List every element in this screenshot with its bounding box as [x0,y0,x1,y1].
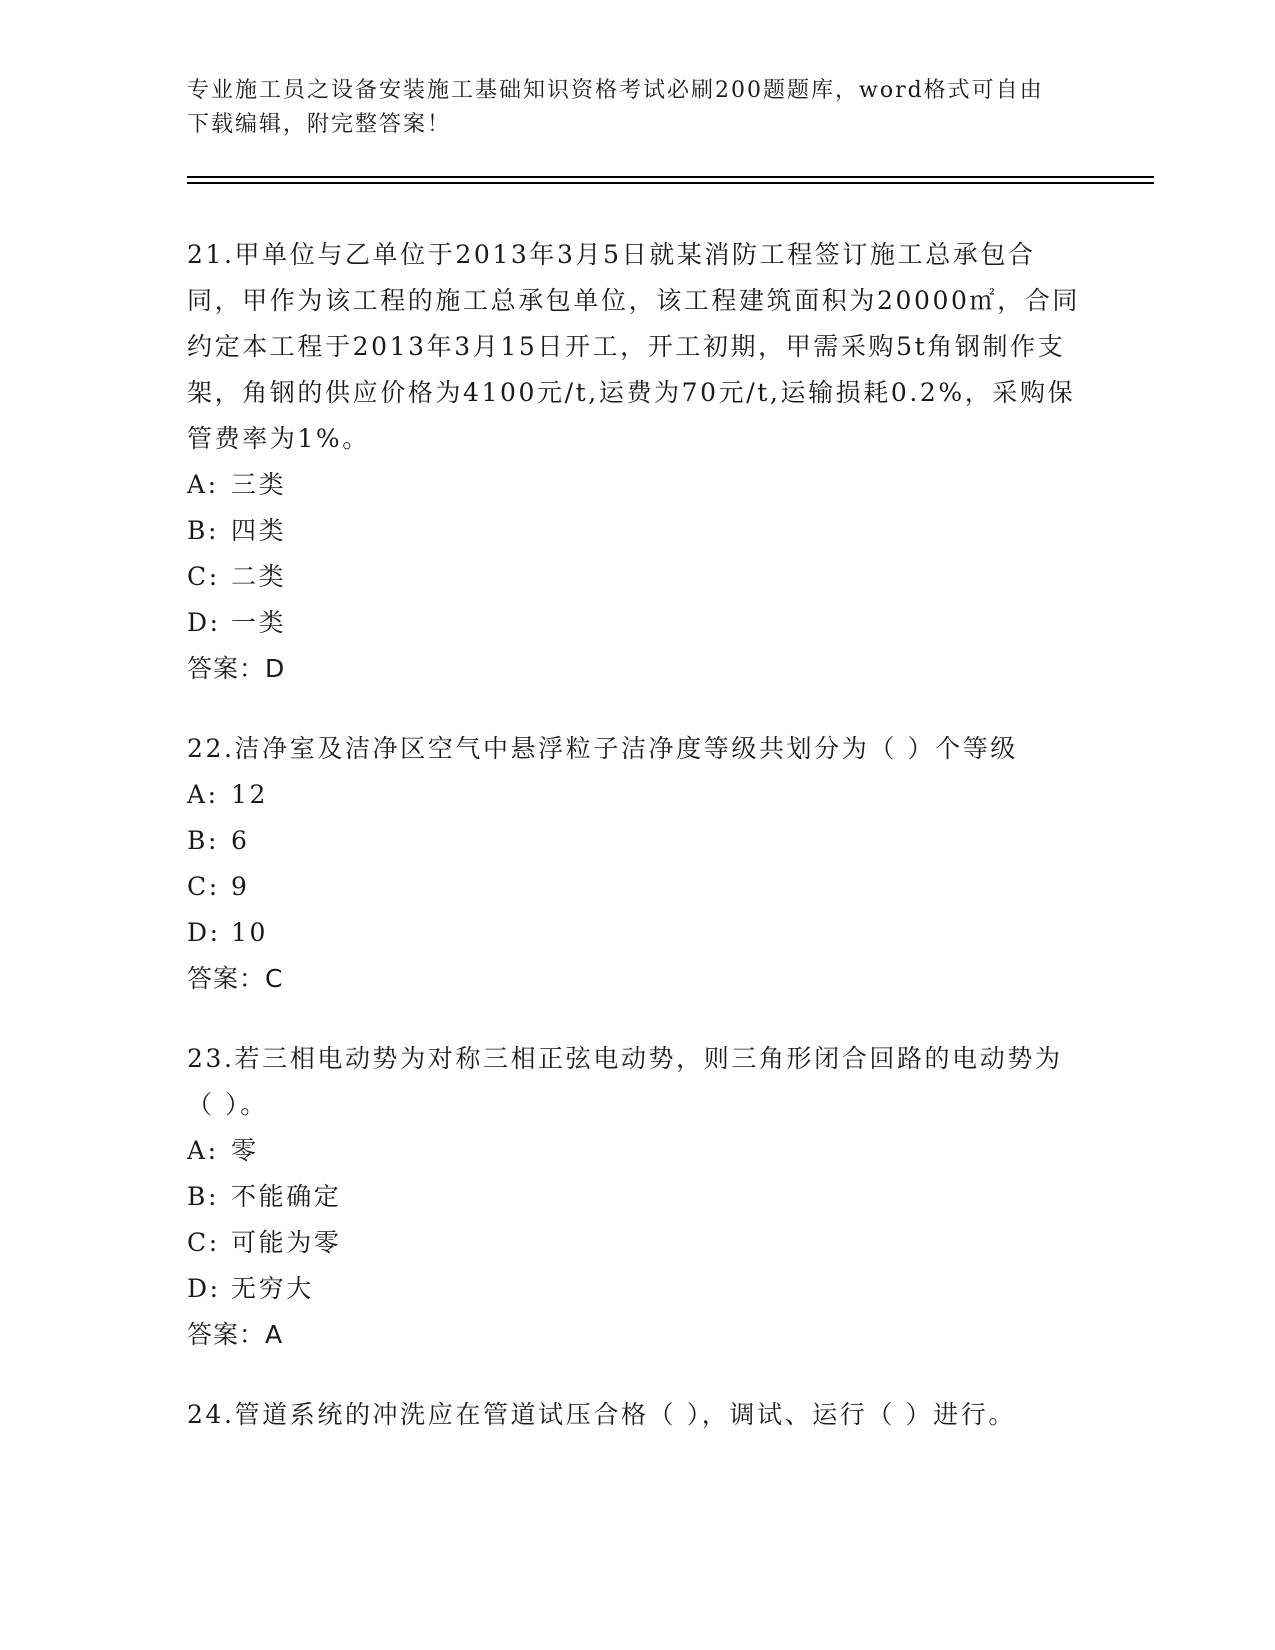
option-d [187,1266,1087,1312]
option-text: 一类 [231,608,287,637]
question-22 [187,726,1087,1002]
answer-line: 答案：A [187,1320,284,1349]
option-key: A: [187,1136,219,1165]
answer-line: 答案：D [187,654,286,683]
option-text: 零 [231,1136,259,1165]
option-a [187,1128,1087,1174]
header-rule-bottom [187,182,1154,184]
option-a [187,772,1087,818]
option-key: D: [187,1274,221,1303]
question-stem: 24.管道系统的冲洗应在管道试压合格（ ），调试、运行（ ）进行。 [187,1400,1016,1429]
option-key: B: [187,826,219,855]
option-c [187,554,1087,600]
option-text: 10 [231,918,269,947]
option-key: B: [187,516,219,545]
question-stem: 22.洁净室及洁净区空气中悬浮粒子洁净度等级共划分为（ ）个等级 [187,734,1018,763]
option-c [187,1220,1087,1266]
header-rule-top [187,176,1154,178]
option-d [187,910,1087,956]
option-key: A: [187,470,219,499]
option-b [187,508,1087,554]
question-21 [187,232,1087,692]
option-key: C: [187,1228,220,1257]
question-stem: 21.甲单位与乙单位于2013年3月5日就某消防工程签订施工总承包合同，甲作为该工程的施工总承包单位，该工程建筑面积为20000㎡，合同约定本工程于2013年3月15日开工，开工初期，甲需采购5t角钢制作支架，角钢的供应价格为4100元/t,运费为70元/t,运输损耗0.2%，采购保管费率为1%。 [187,240,1080,453]
option-text: 12 [231,780,269,809]
option-key: D: [187,608,221,637]
option-d [187,600,1087,646]
option-text: 9 [231,872,250,901]
option-text: 不能确定 [231,1182,342,1211]
option-text: 三类 [231,470,287,499]
answer-line: 答案：C [187,964,284,993]
question-stem: 23.若三相电动势为对称三相正弦电动势，则三角形闭合回路的电动势为（ ）。 [187,1044,1063,1119]
document-header: 专业施工员之设备安装施工基础知识资格考试必刷200题题库，word格式可自由下载编辑，附完整答案！ [187,78,1044,137]
option-key: C: [187,872,220,901]
option-key: C: [187,562,220,591]
option-a [187,462,1087,508]
option-key: A: [187,780,219,809]
option-c [187,864,1087,910]
option-text: 二类 [231,562,287,591]
option-b [187,1174,1087,1220]
question-23 [187,1036,1087,1358]
question-list [187,232,1087,1472]
question-24 [187,1392,1087,1438]
option-b [187,818,1087,864]
option-text: 6 [231,826,250,855]
option-text: 四类 [231,516,287,545]
option-text: 可能为零 [231,1228,342,1257]
option-text: 无穷大 [231,1274,314,1303]
option-key: D: [187,918,221,947]
option-key: B: [187,1182,219,1211]
